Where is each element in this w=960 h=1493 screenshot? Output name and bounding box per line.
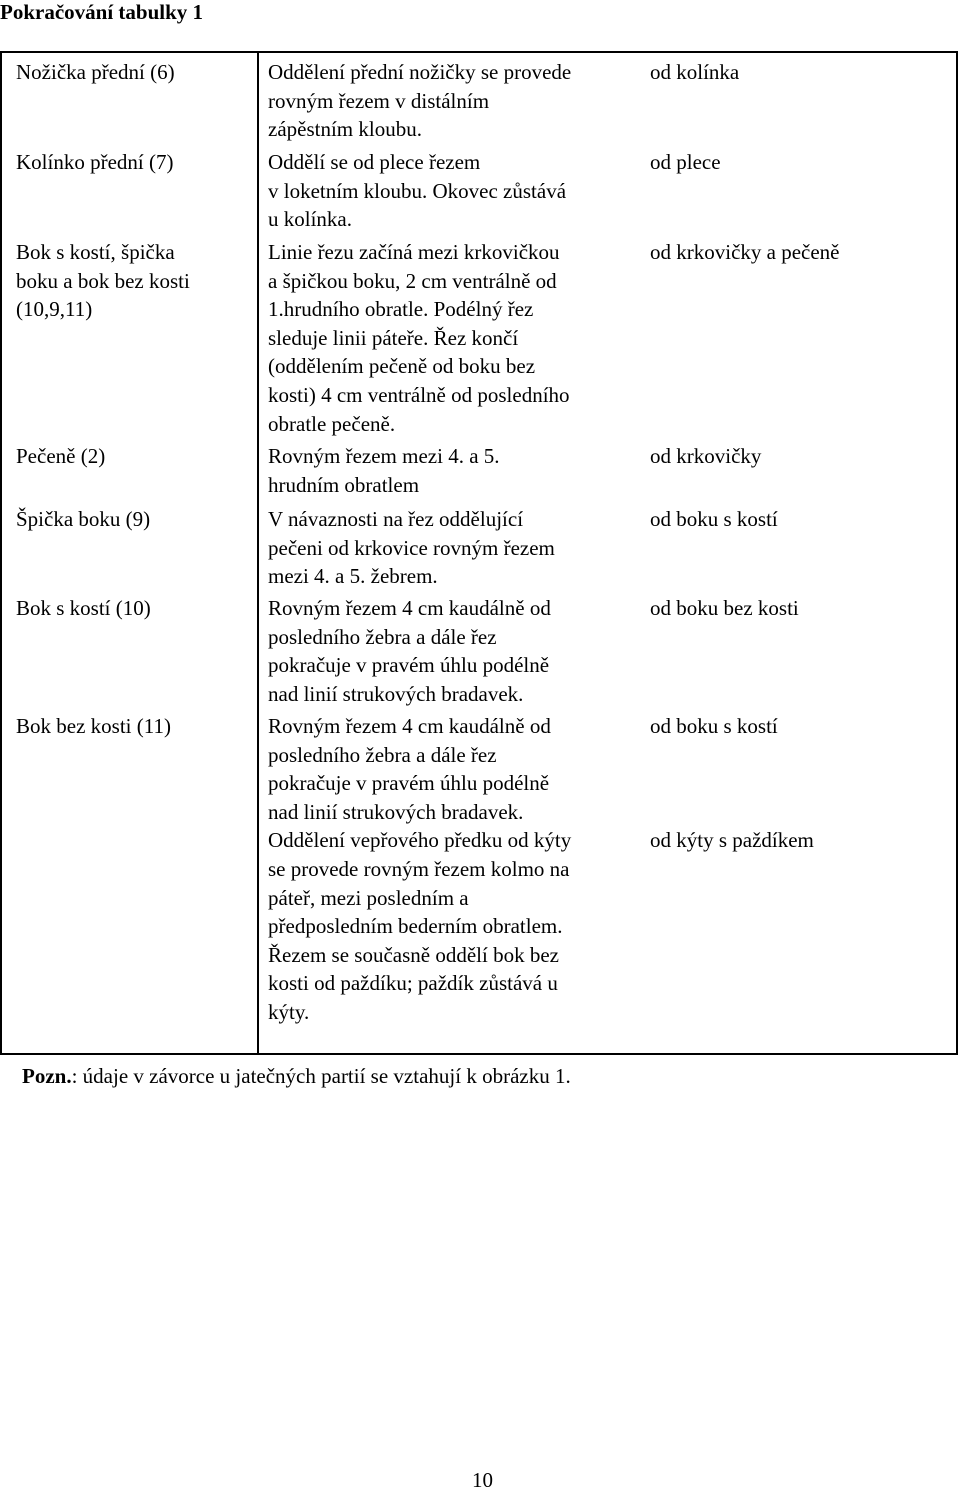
cut-description-cell — [268, 594, 551, 708]
cut-description-cell — [268, 238, 570, 438]
footnote — [22, 1064, 571, 1089]
separated-from-cell — [650, 148, 721, 177]
cell-line: kýty. — [268, 999, 310, 1024]
cell-line: pokračuje v pravém úhlu podélně — [268, 653, 550, 678]
part-name-cell — [16, 58, 175, 87]
separated-from-cell — [650, 238, 840, 267]
part-name-cell — [16, 505, 150, 534]
cell-line: se provede rovným řezem kolmo na — [268, 856, 570, 881]
cell-line: mezi 4. a 5. žebrem. — [268, 564, 438, 589]
cell-line: pokračuje v pravém úhlu podélně — [268, 771, 550, 796]
cell-line: páteř, mezi posledním a — [268, 885, 469, 910]
cell-line: 1.hrudního obratle. Podélný řez — [268, 297, 534, 322]
cell-line: kosti od paždíku; paždík zůstává u — [268, 971, 558, 996]
cell-line: od boku bez kosti — [650, 596, 799, 620]
cell-line: Špička boku (9) — [16, 507, 151, 531]
cell-line: pečeni od krkovice rovným řezem — [268, 535, 555, 560]
cell-line: a špičkou boku, 2 cm ventrálně od — [268, 268, 557, 293]
cell-line: posledního žebra a dále řez — [268, 624, 497, 649]
part-name-cell — [16, 712, 171, 741]
cell-line: obratle pečeně. — [268, 411, 396, 436]
cell-line: od krkovičky a pečeně — [650, 240, 840, 264]
part-name-cell — [16, 594, 151, 623]
cell-line: V návaznosti na řez oddělující — [268, 507, 524, 531]
cell-line: Pečeně (2) — [16, 444, 106, 468]
cell-line — [650, 769, 814, 798]
cell-line: Oddělení přední nožičky se provede — [268, 60, 572, 84]
cell-line: boku a bok bez kosti — [16, 268, 190, 293]
cell-line: Nožička přední (6) — [16, 60, 175, 84]
cut-description-cell — [268, 505, 555, 591]
cut-description-cell — [268, 712, 571, 1027]
cell-line: nad linií strukových bradavek. — [268, 681, 524, 706]
column-divider — [257, 51, 259, 1055]
cell-line: Bok s kostí, špička — [16, 240, 175, 264]
cell-line — [650, 741, 814, 770]
cell-line: Rovným řezem 4 cm kaudálně od — [268, 714, 551, 738]
cell-line: sleduje linii páteře. Řez končí — [268, 325, 519, 350]
cell-line: hrudním obratlem — [268, 472, 420, 497]
cell-line: rovným řezem v distálním — [268, 88, 490, 113]
separated-from-cell — [650, 58, 739, 87]
cell-line: Linie řezu začíná mezi krkovičkou — [268, 240, 560, 264]
cell-line — [650, 798, 814, 827]
part-name-cell — [16, 442, 105, 471]
cell-line: Oddělení vepřového předku od kýty — [268, 828, 572, 853]
part-name-cell — [16, 148, 173, 177]
cell-line: od kolínka — [650, 60, 740, 84]
cell-line: od boku s kostí — [650, 507, 778, 531]
cut-description-cell — [268, 148, 566, 234]
cell-line: od krkovičky — [650, 444, 762, 468]
part-name-cell — [16, 238, 190, 324]
cell-line: Řezem se současně oddělí bok bez — [268, 942, 559, 967]
cut-description-cell — [268, 442, 500, 499]
footnote-text: : údaje v závorce u jatečných partií se vztahují k obrázku 1. — [71, 1064, 571, 1088]
page-number: 10 — [472, 1468, 493, 1492]
cell-line: Oddělí se od plece řezem — [268, 150, 481, 174]
cell-line: Rovným řezem mezi 4. a 5. — [268, 444, 500, 468]
cell-line: Bok s kostí (10) — [16, 596, 151, 620]
footnote-label: Pozn. — [22, 1064, 72, 1088]
cell-line: Rovným řezem 4 cm kaudálně od — [268, 596, 551, 620]
cell-line: nad linií strukových bradavek. — [268, 799, 524, 824]
table-continuation-heading: Pokračování tabulky 1 — [0, 0, 204, 24]
separated-from-cell — [650, 712, 814, 855]
separated-from-cell — [650, 594, 799, 623]
separated-from-cell — [650, 505, 778, 534]
cell-line: Bok bez kosti (11) — [16, 714, 171, 738]
cell-line: od boku s kostí — [650, 714, 778, 738]
cell-line: Kolínko přední (7) — [16, 150, 174, 174]
cut-description-cell — [268, 58, 571, 144]
separated-from-cell — [650, 442, 761, 471]
cell-line: (10,9,11) — [16, 297, 93, 322]
cell-line: kosti) 4 cm ventrálně od posledního — [268, 382, 570, 407]
cell-line: u kolínka. — [268, 207, 352, 232]
cell-line: v loketním kloubu. Okovec zůstává — [268, 178, 567, 203]
cell-line: předposledním bederním obratlem. — [268, 914, 563, 939]
cell-line: od plece — [650, 150, 721, 174]
cell-line: od kýty s paždíkem — [650, 828, 814, 853]
cell-line: (oddělením pečeně od boku bez — [268, 354, 536, 379]
cell-line: posledního žebra a dále řez — [268, 742, 497, 767]
cell-line: zápěstním kloubu. — [268, 117, 422, 142]
